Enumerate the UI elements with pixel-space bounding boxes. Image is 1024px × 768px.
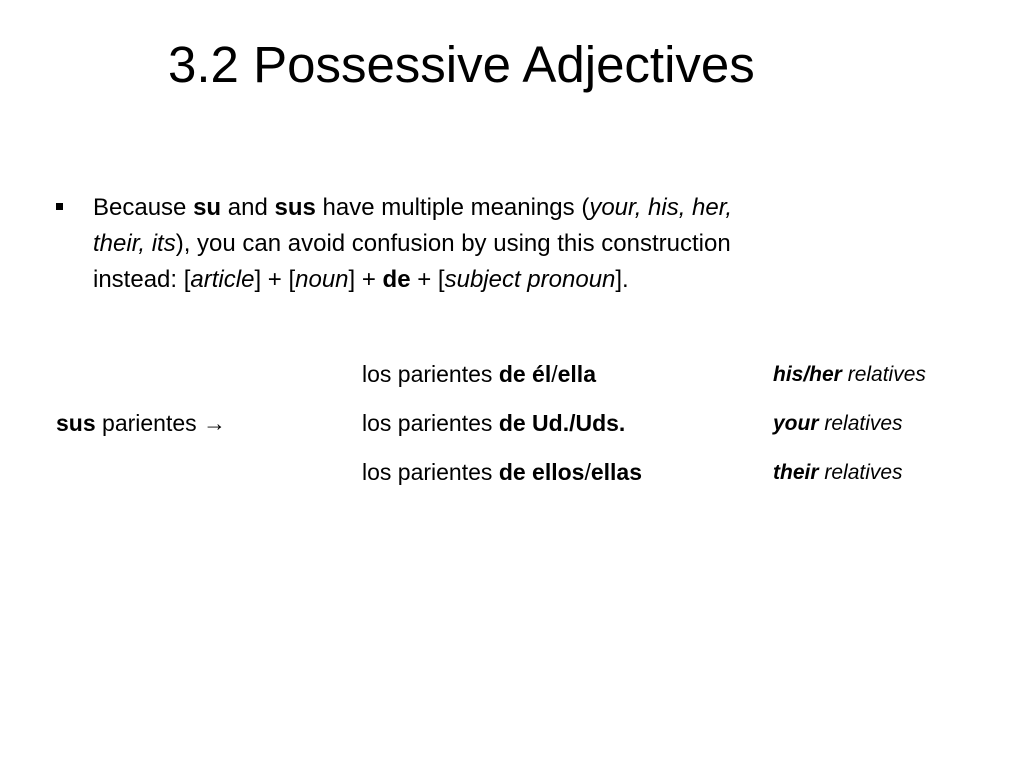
source-phrase (56, 409, 226, 437)
phrase-part-a: de Ud. (498, 410, 570, 436)
meaning-bold: their (773, 461, 819, 484)
meanings-list-part-1: your, his, her, (589, 194, 733, 221)
text-plus-2: ] + (348, 266, 376, 293)
meaning-bold: his/her (773, 363, 842, 386)
text-instead: instead: [ (93, 266, 191, 293)
phrase-slash: / (584, 459, 591, 485)
bullet-line-2 (93, 226, 973, 262)
phrase-prefix: los parientes (362, 410, 493, 436)
term-sus: sus (274, 194, 316, 221)
example-row-1 (0, 360, 1024, 400)
example-meaning (773, 410, 903, 438)
term-noun: noun (295, 266, 349, 293)
meaning-rest: relatives (824, 461, 903, 484)
example-meaning (773, 459, 903, 487)
source-word: parientes (102, 410, 197, 436)
phrase-prefix: los parientes (362, 459, 493, 485)
text-plus-1: ] + [ (254, 266, 296, 293)
term-de: de (382, 266, 411, 293)
text-end: ]. (615, 266, 629, 293)
phrase-prefix: los parientes (362, 361, 493, 387)
example-meaning (773, 361, 926, 389)
example-phrase (362, 360, 596, 388)
square-bullet-icon (56, 203, 63, 210)
bullet-line-3 (93, 262, 973, 298)
example-phrase (362, 458, 642, 486)
phrase-part-b: ellas (590, 459, 643, 485)
meaning-rest: relatives (824, 412, 903, 435)
text-plus-3: + [ (417, 266, 445, 293)
text-have-meanings: have multiple meanings ( (322, 194, 590, 221)
term-su: su (193, 194, 222, 221)
slide-title: 3.2 Possessive Adjectives (168, 36, 755, 93)
phrase-part-b: ella (557, 361, 596, 387)
meaning-bold: your (773, 412, 819, 435)
text-because: Because (93, 194, 187, 221)
example-row-3 (0, 458, 1024, 498)
meanings-list-part-2: their, its (93, 230, 176, 257)
example-row-2 (0, 409, 1024, 449)
phrase-slash: / (569, 410, 576, 436)
example-phrase (362, 409, 625, 437)
right-arrow-icon: → (203, 410, 227, 436)
term-article: article (190, 266, 255, 293)
phrase-part-a: de él (498, 361, 552, 387)
phrase-slash: / (551, 361, 558, 387)
phrase-part-b: Uds. (575, 410, 626, 436)
meaning-rest: relatives (847, 363, 926, 386)
source-bold: sus (56, 410, 96, 436)
text-avoid-confusion: ), you can avoid confusion by using this construction (175, 230, 731, 257)
text-and: and (227, 194, 268, 221)
phrase-part-a: de ellos (498, 459, 585, 485)
term-subject-pronoun: subject pronoun (444, 266, 616, 293)
bullet-text (93, 190, 973, 298)
bullet-line-1 (93, 190, 973, 226)
